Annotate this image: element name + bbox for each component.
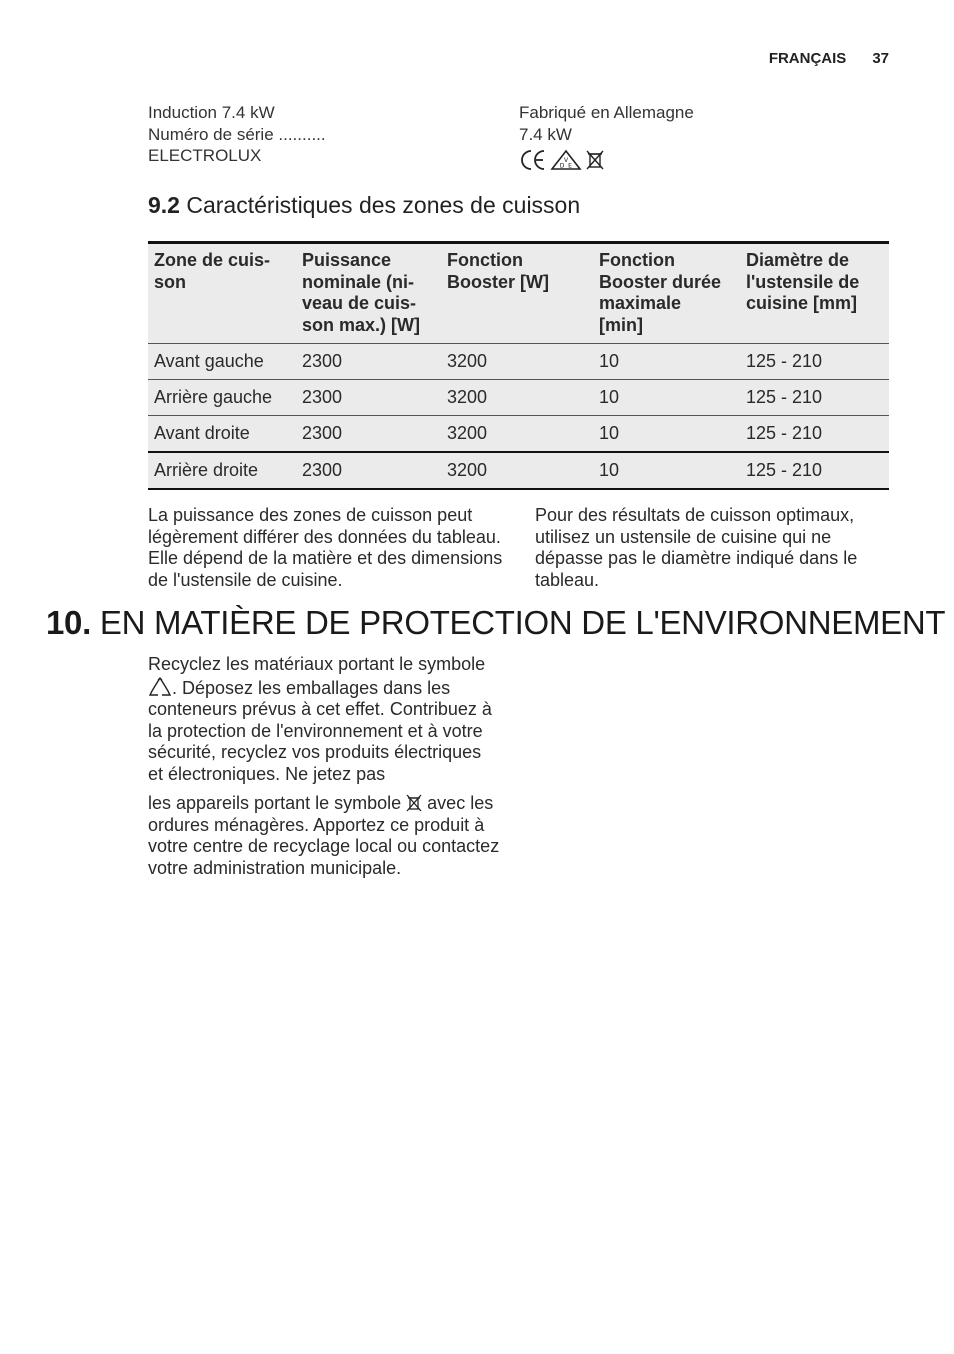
paragraph-text: . Déposez les emballages dans les conteneurs prévus à cet effet. Contribuez à la protection de l'environnement et à votre sécurité, recyclez vos produits électriques et électroniques. Ne jetez pas <box>148 677 492 784</box>
table-cell: 3200 <box>447 423 488 443</box>
table-row <box>148 416 889 453</box>
table-row <box>148 452 889 489</box>
table-cell: 3200 <box>447 351 488 371</box>
table-cell: 2300 <box>302 387 343 407</box>
ce-mark-icon <box>519 149 547 171</box>
column-header: Fonction Booster [W] <box>447 250 549 292</box>
table-cell: 2300 <box>302 351 343 371</box>
weee-bin-icon <box>585 149 605 171</box>
plate-line: Fabriqué en Allemagne <box>519 103 694 122</box>
table-cell: 125 - 210 <box>746 423 823 443</box>
vde-mark-icon <box>550 149 582 171</box>
section-number: 10. <box>46 604 91 641</box>
page-number: 37 <box>872 50 889 67</box>
rating-plate-right <box>519 102 694 172</box>
table-cell: 3200 <box>447 387 488 407</box>
table-cell: Arrière droite <box>154 460 259 480</box>
table-cell: 10 <box>599 423 620 443</box>
svg-text:E: E <box>568 162 572 170</box>
section-number: 9.2 <box>148 192 180 218</box>
plate-line: ELECTROLUX <box>148 146 262 165</box>
language-label: FRANÇAIS <box>768 50 847 67</box>
paragraph-text: avec les ordures ménagères. Apportez ce produit à votre centre de recyclage local ou contactez votre administration municipale. <box>148 793 500 878</box>
svg-text:D: D <box>559 162 565 170</box>
note-left: La puissance des zones de cuisson peut légèrement différer des données du tableau. Elle dépend de la matière et des dimensions de l'ustensile de cuisine. <box>148 505 503 590</box>
page-header <box>769 50 889 67</box>
environment-paragraph <box>148 654 500 879</box>
paragraph-text: Recyclez les matériaux portant le symbole <box>148 654 486 674</box>
column-header: Diamètre de l'ustensile de cuisine [mm] <box>746 250 860 313</box>
table-row <box>148 344 889 380</box>
table-cell: 10 <box>599 387 620 407</box>
note-right: Pour des résultats de cuisson optimaux, utilisez un ustensile de cuisine qui ne dépasse pas le diamètre indiqué dans le tableau. <box>535 505 858 590</box>
plate-line: 7.4 kW <box>519 124 572 144</box>
column-header: Zone de cuis- son <box>154 250 271 292</box>
table-row <box>148 380 889 416</box>
table-cell: 2300 <box>302 460 343 480</box>
certification-marks <box>519 148 694 172</box>
column-header: Fonction Booster durée maximale [min] <box>599 250 722 335</box>
section-10-title <box>46 604 945 642</box>
rating-plate-left <box>148 102 326 167</box>
svg-text:V: V <box>563 157 569 164</box>
column-header: Puissance nominale (ni- veau de cuis- son max.) [W] <box>302 250 421 335</box>
cooking-zones-table <box>148 241 889 490</box>
table-cell: 2300 <box>302 423 343 443</box>
table-cell: Avant gauche <box>154 351 264 371</box>
table-cell: 125 - 210 <box>746 387 823 407</box>
weee-bin-icon <box>406 793 422 813</box>
plate-line: Induction 7.4 kW <box>148 103 275 122</box>
plate-line: Numéro de série .......... <box>148 124 326 144</box>
paragraph-text: les appareils portant le symbole <box>148 793 402 813</box>
section-title-text: Caractéristiques des zones de cuisson <box>186 192 581 218</box>
section-9-2-title <box>148 192 580 219</box>
recycle-icon <box>148 676 172 698</box>
table-cell: 125 - 210 <box>746 351 823 371</box>
table-cell: 3200 <box>447 460 488 480</box>
table-cell: 125 - 210 <box>746 460 823 480</box>
section-title-text: EN MATIÈRE DE PROTECTION DE L'ENVIRONNEMENT <box>99 604 946 641</box>
table-cell: Avant droite <box>154 423 250 443</box>
table-header-row <box>148 243 889 344</box>
table-cell: 10 <box>599 460 620 480</box>
table-cell: 10 <box>599 351 620 371</box>
table-cell: Arrière gauche <box>154 387 273 407</box>
